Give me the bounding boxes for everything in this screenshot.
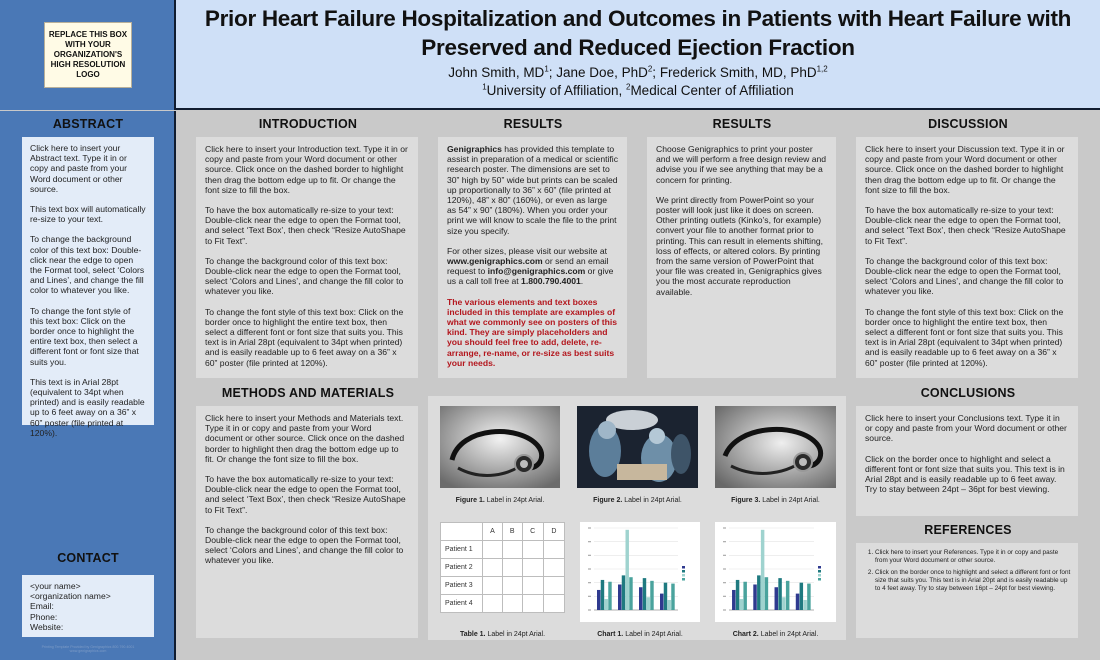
introduction-paragraph-1: Click here to insert your Introduction text. Type it in or copy and paste from your Word document or other source. Click once on the dashed border to highlight then drag the bottom edge up to fit. Or change the font size to fill the box. xyxy=(205,144,408,195)
table-1-label: Label in 24pt Arial. xyxy=(485,631,546,638)
stethoscope-image-1 xyxy=(440,406,560,488)
figure-3-label: Label in 24pt Arial. xyxy=(760,497,820,504)
discussion-paragraph-2: To have the box automatically re-size to your text: Double-click near the edge to open the Format tool, and select ‘Text Box’, then check “Resize AutoShape to Fit Text”. xyxy=(865,205,1066,246)
contact-text-box[interactable] xyxy=(22,575,154,637)
results-1-brand: Genigraphics xyxy=(447,144,502,154)
chart-bar xyxy=(597,590,600,610)
chart-bar xyxy=(660,594,663,610)
figure-1-label: Label in 24pt Arial. xyxy=(484,497,545,504)
chart-1 xyxy=(580,522,700,622)
results-1-phone: 1.800.790.4001 xyxy=(521,276,581,287)
chart-bar xyxy=(775,587,778,610)
chart-bar xyxy=(778,578,781,610)
figure-3-number: Figure 3. xyxy=(731,497,761,504)
methods-text-box[interactable] xyxy=(196,406,418,638)
printer-credit xyxy=(22,645,154,654)
author-affiliation-mark-2: 2 xyxy=(647,64,653,74)
figure-1-number: Figure 1. xyxy=(455,497,485,504)
chart-bar xyxy=(601,580,604,610)
chart-2 xyxy=(715,522,836,622)
chart-bar xyxy=(618,584,621,610)
poster-title xyxy=(186,4,1090,62)
chart-bar xyxy=(740,599,743,610)
results-1-p2-a: For other sizes, please visit our website at xyxy=(447,245,608,256)
affiliations-line xyxy=(186,83,1090,98)
y-tick-mark xyxy=(723,568,726,569)
legend-swatch xyxy=(818,566,821,569)
discussion-paragraph-4: To change the font style of this text box: Click on the border once to highlight the entire text box, then select a different font or font size that suits you. This text is in Arial 28pt (equivalent to 34pt when printed) and is easily readable up to 6 feet away on a 36” x 60” poster (file printed at 120%). xyxy=(865,306,1064,368)
table-cell xyxy=(502,559,522,577)
table-header-cell: B xyxy=(502,523,522,541)
affiliation-mark-2: 2 xyxy=(625,82,631,92)
table-header-cell: C xyxy=(522,523,543,541)
figure-3-image[interactable] xyxy=(715,406,836,488)
y-tick-mark xyxy=(588,568,591,569)
table-header-cell xyxy=(441,523,483,541)
title-line-2: Preserved and Reduced Ejection Fraction xyxy=(421,35,855,60)
figure-1-image[interactable] xyxy=(440,406,560,488)
table-cell xyxy=(543,595,564,613)
table-1-number: Table 1. xyxy=(459,631,486,638)
surgery-photo xyxy=(577,406,698,488)
chart-bar xyxy=(643,578,646,610)
y-tick-mark xyxy=(723,555,726,556)
legend-swatch xyxy=(818,578,821,581)
results-1-paragraph-1-rest: has provided this template to assist in preparation of a medical or scientific research poster. The dimensions are set to 30” high by 50” wide but prints can be scaled up proportionally to 36” x 60” (file printed at 120%), 48” x 80” (160%), or even as large as 54” x 90” (180%). When you order your print we will know to scale the file to the print size you specify. xyxy=(447,144,618,236)
references-list xyxy=(863,549,1071,593)
contact-line-5: Website: xyxy=(30,621,64,632)
table-cell xyxy=(543,541,564,559)
table-cell xyxy=(522,577,543,595)
results-1-p2-d: . xyxy=(580,276,584,287)
author-affiliation-mark-1: 1 xyxy=(544,64,549,74)
chart-bar xyxy=(807,584,810,610)
abstract-paragraph-4: To change the font style of this text box: Click on the border once to highlight the entire text box, then select a different font or font size that suits you. xyxy=(30,305,139,367)
conclusions-text-box[interactable] xyxy=(856,406,1078,516)
contact-line-2: <organization name> xyxy=(30,591,111,602)
y-tick-mark xyxy=(723,582,726,583)
conclusions-paragraph-2: Click on the border once to highlight and select a different font or font size that suits you. This text is in Arial 28pt and is easily readable up to 6 feet away. Try to stay between 24pt – 36pt for best viewing. xyxy=(865,453,1065,495)
y-tick-mark xyxy=(588,582,591,583)
methods-paragraph-3: To change the background color of this text box: Double-click near the edge to open the Format tool, select ‘Colors and Lines’, and change the fill color to whatever you like. xyxy=(205,524,404,566)
author-affiliation-mark-3: 1,2 xyxy=(816,64,828,74)
table-cell xyxy=(502,541,522,559)
y-tick-mark xyxy=(588,609,591,610)
chart-bar xyxy=(753,584,756,610)
chart-1-container[interactable] xyxy=(580,522,700,622)
table-header-cell: A xyxy=(483,523,503,541)
table-row-label: Patient 4 xyxy=(441,595,483,613)
table-1-container xyxy=(440,522,565,622)
figure-2-image[interactable] xyxy=(577,406,698,488)
chart-1-label: Label in 24pt Arial. xyxy=(623,631,683,638)
table-1-caption xyxy=(440,631,565,638)
y-tick-mark xyxy=(588,527,591,528)
chart-1-caption xyxy=(580,631,700,638)
title-line-1: Prior Heart Failure Hospitalization and Outcomes in Patients with Heart Failure with xyxy=(204,6,1072,31)
chart-bar xyxy=(664,583,667,610)
chart-bar xyxy=(605,599,608,610)
affiliation-name-2: Medical Center of Affiliation xyxy=(630,83,794,98)
abstract-paragraph-3: To change the background color of this text box: Double-click near the edge to open the Format tool, select ‘Colors and Lines’, and change the fill color to whatever you like. xyxy=(30,234,145,296)
references-text-box[interactable] xyxy=(856,543,1078,638)
table-cell xyxy=(522,559,543,577)
table-row-label: Patient 3 xyxy=(441,577,483,595)
y-tick-mark xyxy=(723,527,726,528)
figure-1-caption xyxy=(440,497,560,504)
affiliation-name-1: University of Affiliation, xyxy=(486,83,626,98)
contact-line-4: Phone: xyxy=(30,611,58,622)
table-row-label: Patient 2 xyxy=(441,559,483,577)
y-tick-mark xyxy=(588,541,591,542)
printer-credit-line-2: www.genigraphics.com xyxy=(69,649,107,654)
chart-bar xyxy=(647,597,650,610)
chart-bar xyxy=(650,581,653,610)
y-tick-mark xyxy=(588,555,591,556)
stethoscope-image-2 xyxy=(715,406,836,488)
results-1-text-box[interactable] xyxy=(438,137,627,378)
figure-3-caption xyxy=(715,497,836,504)
discussion-title: DISCUSSION xyxy=(928,117,1008,131)
chart-bar xyxy=(757,575,760,610)
reference-item-1: 1. Click here to insert your References. Type it in or copy and paste from your Word document or other source. xyxy=(875,549,1071,565)
y-tick-mark xyxy=(723,596,726,597)
chart-bar xyxy=(803,600,806,610)
contact-line-3: Email: xyxy=(30,601,54,612)
table-cell xyxy=(483,577,503,595)
table-header-row xyxy=(441,523,565,541)
printer-credit-line-1: Printing Template Provided by Genigraphics 800.790.4001 xyxy=(41,645,135,649)
introduction-paragraph-2: To have the box automatically re-size to your text: Double-click near the edge to open the Format tool, and select ‘Text Box’, then check “Resize AutoShape to Fit Text”. xyxy=(205,205,406,246)
chart-bar xyxy=(671,584,674,610)
legend-swatch xyxy=(682,574,685,577)
abstract-paragraph-5: This text is in Arial 28pt (equivalent to 34pt when printed) and is easily readable up to 6 feet away on a 36” x 60” poster (file printed at 120%). xyxy=(30,376,145,438)
chart-2-number: Chart 2. xyxy=(732,631,759,638)
introduction-text-box[interactable] xyxy=(196,137,418,378)
table-row xyxy=(441,595,565,613)
results-2-paragraph-2: We print directly from PowerPoint so your poster will look just like it does on screen. Other printing outlets (Kinko’s, for example) convert your file to another format prior to printing. This can result in elements shifting, loss of effects, or altered colors. By printing from the same version of PowerPoint that your file was created in, Genigraphics gives you the most accurate reproduction available. xyxy=(656,194,824,297)
abstract-title: ABSTRACT xyxy=(52,117,124,131)
chart-bar xyxy=(800,583,803,610)
chart-bar xyxy=(743,582,746,610)
table-row xyxy=(441,541,565,559)
results-2-title: RESULTS xyxy=(712,117,772,131)
table-cell xyxy=(543,559,564,577)
chart-bar xyxy=(761,530,764,610)
chart-bar xyxy=(668,600,671,610)
chart-1-number: Chart 1. xyxy=(597,631,624,638)
results-1-highlight-note: The various elements and text boxes included in this template are examples of what we commonly see on posters of this kind. They are simply placeholders and you should feel free to add, delete, re-arrange, re-name, or re-size as best suits your needs. xyxy=(447,296,617,368)
table-cell xyxy=(502,595,522,613)
affiliation-mark-1: 1 xyxy=(482,82,487,92)
methods-paragraph-1: Click here to insert your Methods and Materials text. Type it in or copy and paste from your Word document or other source. Click once on the dashed border to highlight then drag the bottom edge up to fit. Or change the font size to fill the box. xyxy=(205,413,405,464)
table-cell xyxy=(502,577,522,595)
table-row xyxy=(441,559,565,577)
references-title: REFERENCES xyxy=(924,523,1012,537)
introduction-paragraph-4: To change the font style of this text box: Click on the border once to highlight the entire text box, then select a different font or font size that suits you. This text is in Arial 28pt (equivalent to 34pt when printed) and is easily readable up to 6 feet away on a 36” x 60” poster (file printed at 120%). xyxy=(205,306,404,368)
reference-item-2: 2. Click on the border once to highlight and select a different font or font size that suits you. This text is in Arial 20pt and is easily readable up to 4 feet away. Try to stay between 16pt – 24pt for best viewing. xyxy=(875,569,1071,593)
methods-title: METHODS AND MATERIALS xyxy=(221,386,395,400)
introduction-title: INTRODUCTION xyxy=(258,117,358,131)
legend-swatch xyxy=(682,578,685,581)
results-1-paragraph-2 xyxy=(447,246,618,287)
results-2-text-box[interactable] xyxy=(647,137,836,378)
table-1[interactable] xyxy=(440,522,565,613)
table-header-cell: D xyxy=(543,523,564,541)
table-cell xyxy=(543,577,564,595)
results-1-p2-b: or send an email request to xyxy=(447,256,609,277)
table-row-label: Patient 1 xyxy=(441,541,483,559)
chart-bar xyxy=(786,581,789,610)
table-row xyxy=(441,577,565,595)
table-cell xyxy=(483,595,503,613)
results-1-paragraph-1 xyxy=(447,144,618,236)
author-separator-1: ; xyxy=(548,65,557,80)
authors-line xyxy=(186,65,1090,80)
chart-bar xyxy=(736,580,739,610)
chart-2-container[interactable] xyxy=(715,522,836,622)
discussion-text-box[interactable] xyxy=(856,137,1078,378)
logo-placeholder[interactable] xyxy=(44,22,132,88)
contact-title: CONTACT xyxy=(57,551,119,565)
chart-2-caption xyxy=(715,631,836,638)
y-tick-mark xyxy=(588,596,591,597)
chart-bar xyxy=(765,577,768,610)
figure-2-label: Label in 24pt Arial. xyxy=(622,497,682,504)
abstract-paragraph-2: This text box will automatically re-size to your text. xyxy=(30,204,146,225)
introduction-paragraph-3: To change the background color of this text box: Double-click near the edge to open the Format tool, select ‘Colors and Lines’, and change the fill color to whatever you like. xyxy=(205,255,404,297)
logo-text: REPLACE THIS BOX WITH YOUR ORGANIZATION'S HIGH RESOLUTION LOGO xyxy=(48,30,128,79)
abstract-text-box[interactable] xyxy=(22,137,154,438)
legend-swatch xyxy=(818,574,821,577)
legend-swatch xyxy=(818,570,821,573)
conclusions-title: CONCLUSIONS xyxy=(920,386,1016,400)
chart-bar xyxy=(796,594,799,610)
table-cell xyxy=(483,559,503,577)
chart-2-label: Label in 24pt Arial. xyxy=(758,631,819,638)
results-1-title: RESULTS xyxy=(503,117,563,131)
discussion-paragraph-1: Click here to insert your Discussion text. Type it in or copy and paste from your Word document or other source. Click once on the dashed border to highlight then drag the bottom edge up to fit. Or change the font size to fill the box. xyxy=(865,144,1065,195)
results-2-paragraph-1: Choose Genigraphics to print your poster and we will perform a free design review and advise you if we see anything that may be a concern for printing. xyxy=(656,144,827,185)
author-name-1: John Smith, MD xyxy=(448,65,545,80)
figure-2-number: Figure 2. xyxy=(593,497,623,504)
figure-2-caption xyxy=(577,497,698,504)
methods-paragraph-2: To have the box automatically re-size to your text: Double-click near the edge to open the Format tool, and select ‘Text Box’, then check “Resize AutoShape to Fit Text”. xyxy=(205,474,406,515)
y-tick-mark xyxy=(723,609,726,610)
results-1-p2-c: or give us a call toll free at xyxy=(447,266,614,287)
legend-swatch xyxy=(682,570,685,573)
chart-bar xyxy=(732,590,735,610)
table-cell xyxy=(522,541,543,559)
chart-bar xyxy=(629,577,632,610)
chart-bar xyxy=(626,530,629,610)
results-1-email[interactable]: info@genigraphics.com xyxy=(487,266,586,277)
y-tick-mark xyxy=(723,541,726,542)
author-separator-2: ; xyxy=(652,65,660,80)
chart-bar xyxy=(782,597,785,610)
table-cell xyxy=(483,541,503,559)
chart-bar xyxy=(622,575,625,610)
author-name-3: Frederick Smith, MD, PhD xyxy=(659,65,817,80)
chart-bar xyxy=(639,587,642,610)
conclusions-paragraph-1: Click here to insert your Conclusions text. Type it in or copy and paste from your Word document or other source. xyxy=(865,413,1067,444)
results-1-website[interactable]: www.genigraphics.com xyxy=(447,256,543,267)
contact-line-1: <your name> xyxy=(30,581,81,591)
author-name-2: Jane Doe, PhD xyxy=(556,65,648,80)
legend-swatch xyxy=(682,566,685,569)
discussion-paragraph-3: To change the background color of this text box: Double-click near the edge to open the Format tool, select ‘Colors and Lines’, and change the fill color to whatever you like. xyxy=(865,255,1064,297)
abstract-paragraph-1: Click here to insert your Abstract text. Type it in or copy and paste from your Word document or other source. xyxy=(30,143,127,194)
table-cell xyxy=(522,595,543,613)
chart-bar xyxy=(608,582,611,610)
